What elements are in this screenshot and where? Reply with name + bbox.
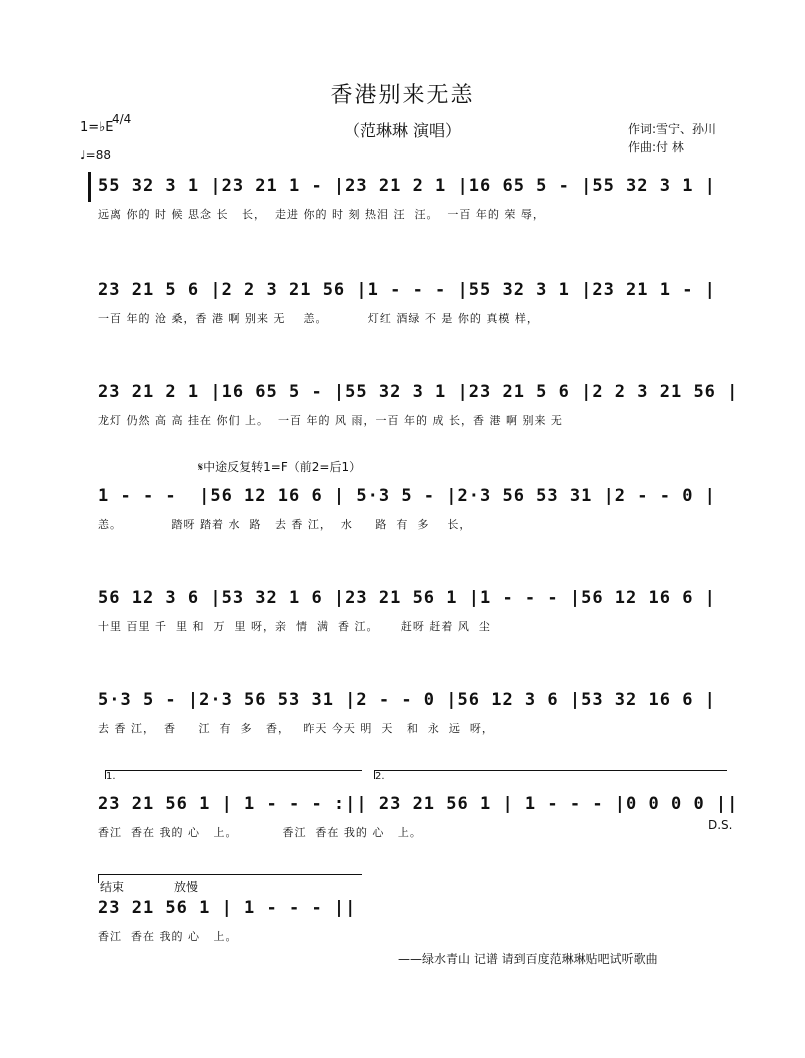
dal-segno: D.S.	[708, 818, 733, 832]
credits	[628, 120, 716, 156]
time-signature: 4/4	[112, 112, 132, 126]
notes: 55 32 3 1 |23 21 1 - |23 21 2 1 |16 65 5 - |55 32 3 1 |	[98, 176, 716, 196]
ending-2-bracket	[374, 770, 727, 782]
lyrics: 远离 你的 时 候 思念 长 长， 走进 你的 时 刻 热泪 汪 汪。 一百 年的 荣 辱，	[98, 208, 545, 221]
score-row-4	[98, 486, 730, 532]
lyrics: 十里 百里 千 里 和 万 里 呀，亲 情 满 香 江。 赶呀 赶着 风 尘	[98, 620, 491, 633]
repeat-start-bar	[88, 172, 91, 202]
score-row-3	[98, 382, 739, 428]
ending-label: 结束	[100, 880, 125, 894]
key-signature: 1=♭E	[80, 120, 114, 135]
notes: 23 21 56 1 | 1 - - - ||	[98, 898, 357, 918]
lyrics: 香江 香在 我的 心 上。 香江 香在 我的 心 上。	[98, 826, 422, 839]
ending-1-label: 1.	[106, 771, 116, 782]
score-row-6	[98, 690, 730, 736]
composer: 作曲:付 林	[628, 140, 684, 154]
lyrics: 恙。 踏呀 踏着 水 路 去 香 江， 水 路 有 多 长，	[98, 518, 472, 531]
score-row-1	[98, 176, 730, 222]
footer-note: ——绿水青山 记谱 请到百度范琳琳贴吧试听歌曲	[398, 952, 658, 966]
notes: 1 - - - |56 12 16 6 | 5·3 5 - |2·3 56 53 31 |2 - - 0 |	[98, 486, 716, 506]
song-title: 香港别来无恙	[330, 83, 475, 108]
notes: 5·3 5 - |2·3 56 53 31 |2 - - 0 |56 12 3 6 |53 32 16 6 |	[98, 690, 716, 710]
score-row-8	[98, 898, 730, 944]
segno-instruction: 𝄋中途反复转1=F（前2=后1）	[198, 460, 362, 474]
coda-bracket	[98, 874, 362, 883]
slow-label: 放慢	[174, 880, 199, 894]
lyricist: 作词:雪宁、孙川	[628, 122, 717, 136]
tempo: ♩=88	[80, 148, 111, 162]
notes: 23 21 5 6 |2 2 3 21 56 |1 - - - |55 32 3 1 |23 21 1 - |	[98, 280, 716, 300]
lyrics: 去 香 江， 香 江 有 多 香， 昨天 今天 明 天 和 永 远 呀，	[98, 722, 494, 735]
lyrics: 香江 香在 我的 心 上。	[98, 930, 238, 943]
ending-2-label: 2.	[375, 771, 385, 782]
notes: 56 12 3 6 |53 32 1 6 |23 21 56 1 |1 - - - |56 12 16 6 |	[98, 588, 716, 608]
notes: 23 21 2 1 |16 65 5 - |55 32 3 1 |23 21 5 6 |2 2 3 21 56 |	[98, 382, 739, 402]
notes: 23 21 56 1 | 1 - - - :|| 23 21 56 1 | 1 - - - |0 0 0 0 ||	[98, 794, 739, 814]
score-row-2	[98, 280, 730, 326]
performer: （范琳琳 演唱）	[343, 121, 462, 140]
score-row-5	[98, 588, 730, 634]
lyrics: 龙灯 仍然 高 高 挂在 你们 上。 一百 年的 风 雨，一百 年的 成 长，香 港 啊 别来 无	[98, 414, 563, 427]
ending-1-bracket	[105, 770, 362, 782]
lyrics: 一百 年的 沧 桑，香 港 啊 别来 无 恙。 灯红 酒绿 不 是 你的 真模 样，	[98, 312, 539, 325]
score-row-7	[98, 794, 739, 840]
